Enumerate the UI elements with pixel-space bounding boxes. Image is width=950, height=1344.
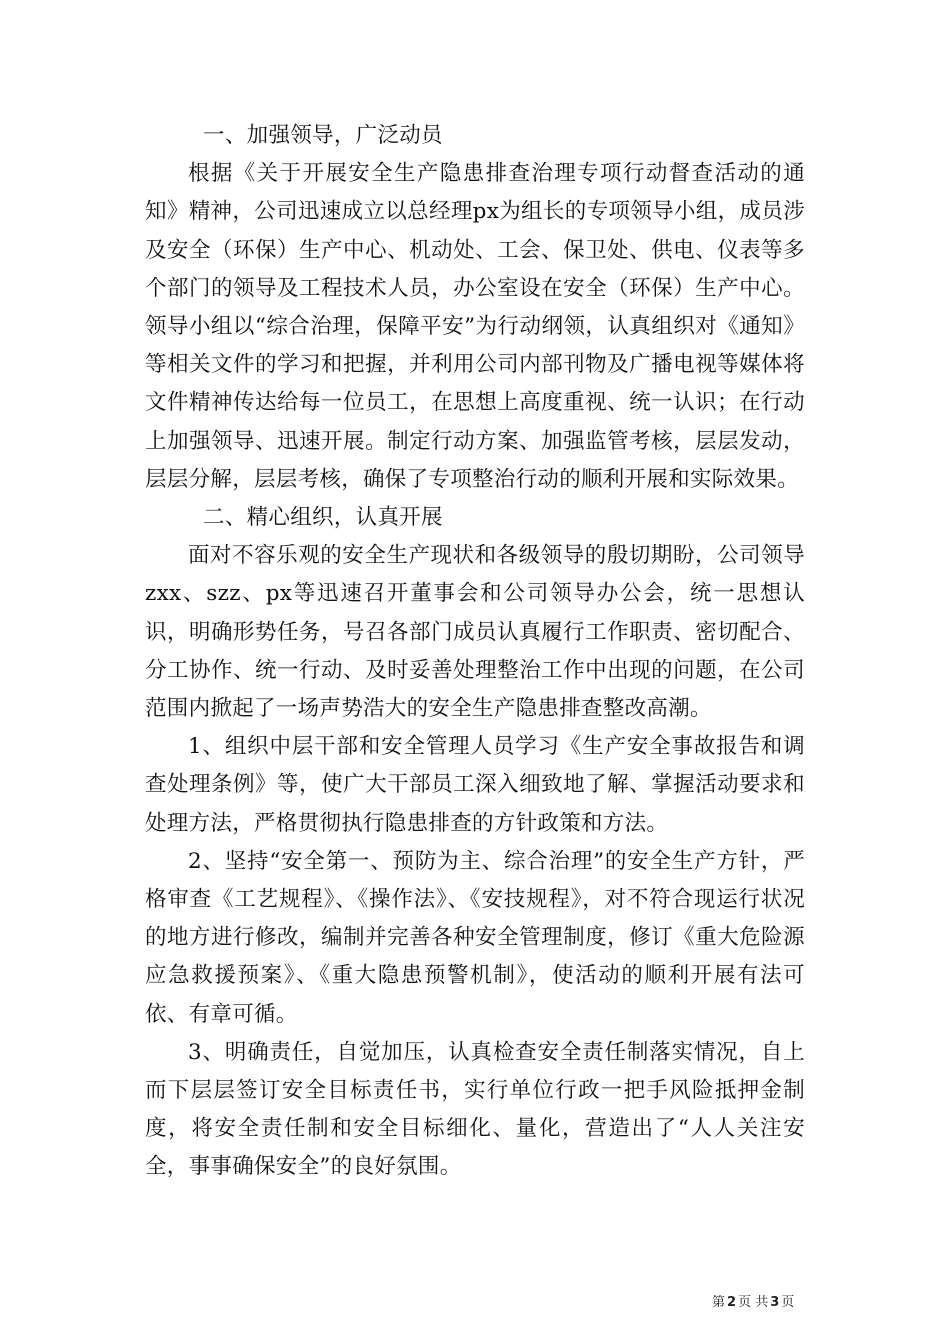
body-paragraph: 1、组织中层干部和安全管理人员学习《生产安全事故报告和调查处理条例》等，使广大干部员工深入细致地了解、掌握活动要求和处理方法，严格贯彻执行隐患排查的方针政策和方法。 (145, 734, 805, 836)
body-paragraph: 根据《关于开展安全生产隐患排查治理专项行动督查活动的通知》精神，公司迅速成立以总经理px为组长的专项领导小组，成员涉及安全（环保）生产中心、机动处、工会、保卫处、供电、仪表等多个部门的领导及工程技术人员，办公室设在安全（环保）生产中心。领导小组以“综合治理，保障平安”为行动纲领，认真组织对《通知》等相关文件的学习和把握，并利用公司内部刊物及广播电视等媒体将文件精神传达给每一位员工，在思想上高度重视、统一认识；在行动上加强领导、迅速开展。制定行动方案、加强监管考核，层层发动，层层分解，层层考核，确保了专项整治行动的顺利开展和实际效果。 (145, 161, 805, 492)
document-body (145, 117, 805, 1187)
footer-prefix: 第 (712, 1295, 726, 1310)
section-heading: 一、加强领导，广泛动员 (203, 123, 443, 148)
current-page-number: 2 (727, 1295, 737, 1310)
total-page-number: 3 (770, 1295, 780, 1310)
footer-suffix: 页 (781, 1295, 795, 1310)
page-number-footer (712, 1294, 794, 1312)
body-paragraph: 面对不容乐观的安全生产现状和各级领导的殷切期盼，公司领导zxx、szz、px等迅速召开董事会和公司领导办公会，统一思想认识，明确形势任务，号召各部门成员认真履行工作职责、密切配合、分工协作、统一行动、及时妥善处理整治工作中出现的问题，在公司范围内掀起了一场声势浩大的安全生产隐患排查整改高潮。 (145, 543, 805, 722)
footer-middle: 页 共 (738, 1295, 769, 1310)
body-paragraph: 3、明确责任，自觉加压，认真检查安全责任制落实情况，自上而下层层签订安全目标责任书，实行单位行政一把手风险抵押金制度，将安全责任制和安全目标细化、量化，营造出了“人人关注安全，事事确保安全”的良好氛围。 (145, 1039, 805, 1180)
body-paragraph: 2、坚持“安全第一、预防为主、综合治理”的安全生产方针，严格审查《工艺规程》、《操作法》、《安技规程》，对不符合现运行状况的地方进行修改，编制并完善各种安全管理制度，修订《重大危险源应急救援预案》、《重大隐患预警机制》，使活动的顺利开展有法可依、有章可循。 (145, 848, 805, 1027)
section-heading: 二、精心组织，认真开展 (203, 505, 443, 531)
